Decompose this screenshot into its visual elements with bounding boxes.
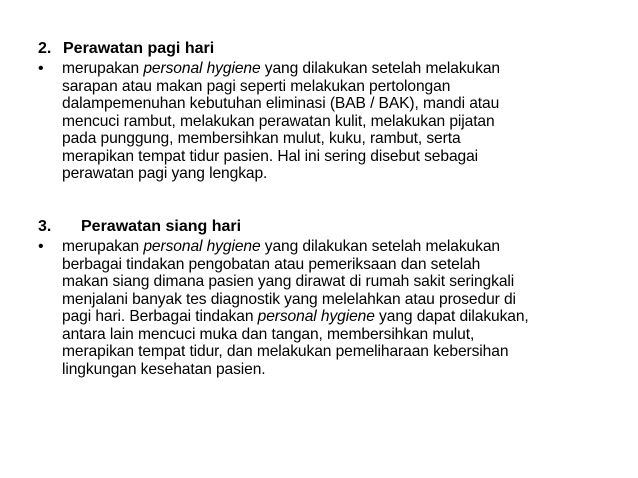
- text-run: pagi hari. Berbagai tindakan: [62, 308, 258, 325]
- text-run: merupakan: [62, 60, 144, 77]
- text-line: perawatan pagi yang lengkap.: [62, 165, 268, 182]
- bullet-text: [62, 238, 529, 378]
- italic-term: personal hygiene: [257, 308, 375, 325]
- text-line: merapikan tempat tidur, dan melakukan pemeliharaan kebersihan: [62, 343, 509, 360]
- text-line: berbagai tindakan pengobatan atau pemeriksaan dan setelah: [62, 255, 481, 273]
- section-number: 3.: [38, 218, 52, 235]
- text-line: lingkungan kesehatan pasien.: [62, 360, 266, 378]
- italic-term: personal hygiene: [143, 238, 261, 255]
- text-run: yang dilakukan setelah melakukan: [260, 238, 500, 255]
- section-heading: [38, 40, 608, 58]
- text-line: pada punggung, membersihkan mulut, kuku, rambut, serta: [62, 130, 461, 147]
- section-siang-hari: [38, 218, 608, 378]
- text-line: [62, 238, 529, 256]
- section-pagi-hari: [38, 40, 608, 183]
- text-run: yang dapat dilakukan,: [374, 308, 529, 325]
- text-line: [62, 60, 500, 78]
- text-run: yang dilakukan setelah melakukan: [260, 60, 500, 77]
- text-line: merapikan tempat tidur pasien. Hal ini sering disebut sebagai: [62, 147, 479, 165]
- text-run: merupakan: [62, 238, 144, 255]
- text-line: makan siang dimana pasien yang dirawat di rumah sakit seringkali: [62, 273, 515, 290]
- section-title: Perawatan siang hari: [81, 218, 242, 235]
- bullet-item: [38, 238, 608, 378]
- text-line: [62, 308, 529, 326]
- text-line: dalampemenuhan kebutuhan eliminasi (BAB / BAK), mandi atau: [62, 95, 500, 112]
- italic-term: personal hygiene: [143, 60, 261, 77]
- bullet-text: [62, 60, 500, 183]
- section-title: Perawatan pagi hari: [63, 40, 215, 57]
- section-heading: [38, 218, 608, 236]
- bullet-marker: •: [38, 238, 44, 255]
- bullet-item: [38, 60, 608, 183]
- bullet-marker: •: [38, 60, 44, 77]
- text-line: antara lain mencuci muka dan tangan, membersihkan mulut,: [62, 325, 475, 343]
- text-line: sarapan atau makan pagi seperti melakukan pertolongan: [62, 77, 451, 95]
- section-number: 2.: [38, 40, 52, 57]
- text-line: menjalani banyak tes diagnostik yang melelahkan atau prosedur di: [62, 290, 516, 308]
- text-line: mencuci rambut, melakukan perawatan kulit, melakukan pijatan: [62, 112, 495, 130]
